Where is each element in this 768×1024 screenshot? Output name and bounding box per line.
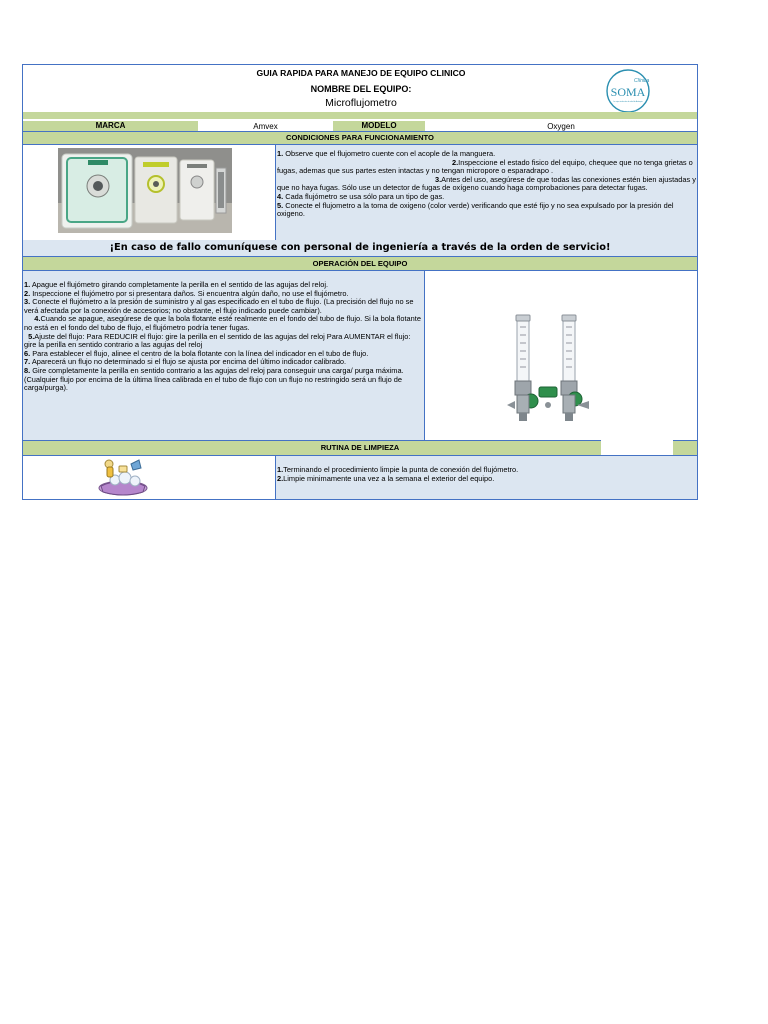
operation-item: 6. Para establecer el flujo, alinee el centro de la bola flotante con la línea del indicador en el tubo de flujo. <box>24 348 369 358</box>
operation-item: 5.Ajuste del flujo: Para REDUCIR el flujo: gire la perilla en el sentido de las agujas del reloj Para AUMENTAR el flujo: gire la perilla en sentido contrario a las agujas del reloj <box>24 331 411 350</box>
condition-item: 3.Antes del uso, asegúrese de que todas las conexiones estén bien ajustadas y que no haya fugas. Sólo use un detector de fugas de oxígeno cuando haga comprobaciones para detectar fugas. <box>277 174 696 193</box>
gas-outlets-photo <box>58 148 232 233</box>
model-value: Oxygen <box>547 122 575 131</box>
clinical-guide-sheet <box>22 64 698 500</box>
operation-item: 7. Aparecerá un flujo no determinado si el flujo se ajusta por encima del último indicador calibrado. <box>24 357 347 367</box>
logo-main-text: SOMA <box>610 85 646 99</box>
flowmeter-image-cell <box>424 270 697 440</box>
equipment-name: Microflujometro <box>325 97 397 109</box>
guide-title: GUIA RAPIDA PARA MANEJO DE EQUIPO CLINICO <box>256 68 466 78</box>
model-label: MODELO <box>333 121 425 131</box>
operation-item: 1. Apague el flujómetro girando completamente la perilla en el sentido de las agujas del reloj. <box>24 280 329 289</box>
logo-top-text: Clínica <box>634 78 650 84</box>
cleaning-item: 1.Terminando el procedimiento limpie la punta de conexión del flujómetro. <box>277 465 519 474</box>
logo-bottom-text: La mejor institución de salud de Antioquia <box>613 102 643 103</box>
conditions-heading: CONDICIONES PARA FUNCIONAMIENTO <box>23 131 697 144</box>
cleaning-image-cell <box>23 455 275 499</box>
header-divider-band <box>23 112 697 119</box>
operation-heading: OPERACIÓN DEL EQUIPO <box>23 256 697 270</box>
conditions-image-cell <box>23 144 275 240</box>
operation-item: 4.Cuando se apague, asegúrese de que la bola flotante esté realmente en el fondo del tubo de flujo. Si la bola flotante no está en el fondo del tubo de flujo, el flujómetro podría tener fugas. <box>24 314 421 332</box>
flowmeter-photo <box>501 313 597 425</box>
conditions-text <box>275 144 697 240</box>
cleaning-text <box>275 455 697 499</box>
operation-item: 3. Conecte el flujómetro a la presión de suministro y al gas especificado en el tubo de flujo. (La precisión del flujo no se verá afectada por la conexión de accesorios; no obstante, el flujo indicado puede cambiar). <box>24 297 414 315</box>
clinic-logo <box>604 69 652 113</box>
condition-item: 4. Cada flujómetro se usa sólo para un tipo de gas. <box>277 191 445 201</box>
operation-item: 8. Gire completamente la perilla en sentido contrario a las agujas del reloj para conseguir una carga/ purga máxima. (Cualquier flujo por encima de la última línea calibrada en el tubo de flujo con un flujo no restringido será un flujo de carga/purga). <box>24 365 404 393</box>
operation-item: 2. Inspeccione el flujómetro por si presentara daños. Si encuentra algún daño, no use el flujómetro. <box>24 288 349 298</box>
condition-item: 1. Observe que el flujometro cuente con el acople de la manguera. <box>277 149 496 158</box>
equipment-label: NOMBRE DEL EQUIPO: <box>310 84 412 94</box>
condition-item: 5. Conecte el flujometro a la toma de oxigeno (color verde) verificando que esté fijo y no sea expulsado por la presión del oxigeno. <box>277 200 674 219</box>
cleaning-item: 2.Limpie minimamente una vez a la semana el exterior del equipo. <box>277 473 495 483</box>
cleaning-clipart <box>95 458 151 498</box>
failure-alert: ¡En caso de fallo comuníquese con personal de ingeniería a través de la orden de servicio! <box>23 240 697 256</box>
cleaning-heading: RUTINA DE LIMPIEZA <box>23 440 697 455</box>
operation-text <box>23 270 424 440</box>
brand-label: MARCA <box>23 121 198 131</box>
brand-value: Amvex <box>253 122 278 131</box>
condition-item: 2.Inspeccione el estado fisico del equipo, chequee que no tenga grietas o fugas, ademas que sus partes esten intactas y no tengan micropore o esparadrapo . <box>277 157 693 176</box>
